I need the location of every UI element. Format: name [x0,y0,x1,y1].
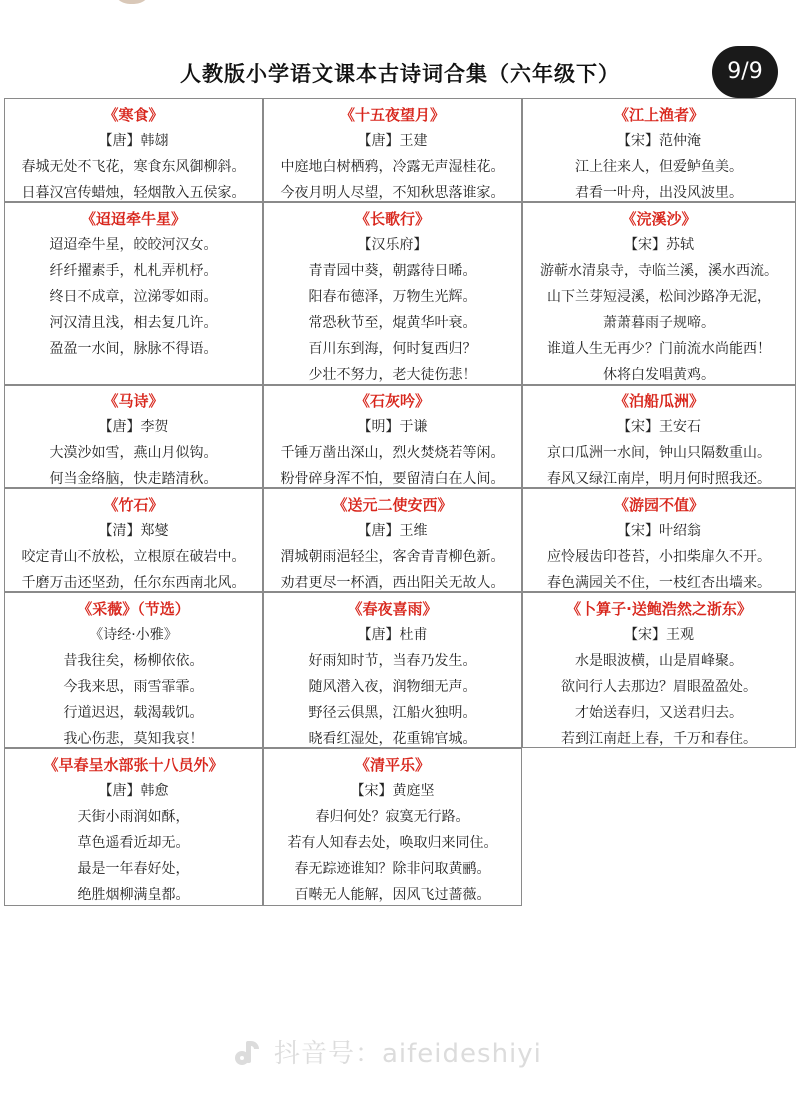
poem-author: 【唐】王维 [357,523,428,539]
douyin-logo-icon [232,1039,262,1069]
poem-title: 《采薇》（节选） [77,600,190,618]
poem-cell [4,202,263,386]
poem-author: 【唐】韩愈 [98,783,169,799]
poem-line: 行道迟迟，载渴载饥。 [63,705,204,721]
poem-author: 【宋】范仲淹 [617,133,701,149]
poem-title: 《送元二使安西》 [332,496,453,514]
poem-line: 昔我往矣，杨柳依依。 [63,653,204,669]
poem-author: 【明】于谦 [357,419,428,435]
poem-cell [522,592,796,748]
poem-cell [263,384,522,488]
poem-line: 游蕲水清泉寺，寺临兰溪，溪水西流。 [540,263,778,279]
poem-author: 【宋】王安石 [617,419,701,435]
poem-title: 《十五夜望月》 [339,106,445,124]
poem-line: 随风潜入夜，润物细无声。 [308,679,477,695]
poem-line: 春无踪迹谁知？除非问取黄鹂。 [294,861,491,877]
poem-line: 好雨知时节，当春乃发生。 [308,653,477,669]
poem-line: 渭城朝雨浥轻尘，客舍青青柳色新。 [280,549,505,565]
poem-title: 《江上渔者》 [613,106,704,124]
poem-line: 水是眼波横，山是眉峰聚。 [575,653,743,669]
poem-table [4,98,796,906]
poem-line: 今我来思，雨雪霏霏。 [63,679,204,695]
watermark-text: 抖音号：aifeideshiyi [274,1039,542,1069]
poem-line: 百川东到海，何时复西归？ [308,341,477,357]
poem-author: 【唐】杜甫 [357,627,428,643]
poem-title: 《马诗》 [103,392,164,410]
poem-line: 千锤万凿出深山，烈火焚烧若等闲。 [280,445,505,461]
avatar [112,0,152,4]
poem-author: 【唐】韩翃 [98,133,169,149]
poem-line: 春归何处？寂寞无行路。 [315,809,470,825]
page-number-badge: 9/9 [712,46,778,98]
poem-line: 春风又绿江南岸，明月何时照我还。 [547,471,771,487]
poem-line: 咬定青山不放松，立根原在破岩中。 [21,549,246,565]
poem-cell [263,202,522,386]
poem-line: 河汉清且浅，相去复几许。 [49,315,218,331]
poem-author: 《诗经·小雅》 [89,627,178,643]
poem-line: 百啭无人能解，因风飞过蔷薇。 [294,887,491,903]
poem-title: 《春夜喜雨》 [347,600,438,618]
poem-line: 迢迢牵牛星，皎皎河汉女。 [49,237,218,253]
poem-line: 君看一叶舟，出没风波里。 [575,185,743,201]
poem-line: 若到江南赶上春，千万和春住。 [561,731,757,747]
poem-author: 【宋】王观 [624,627,694,643]
poem-line: 何当金络脑，快走踏清秋。 [49,471,218,487]
poem-line: 最是一年春好处， [77,861,190,877]
poem-cell [522,98,796,202]
poem-line: 若有人知春去处，唤取归来同住。 [287,835,498,851]
poem-title: 《迢迢牵牛星》 [80,210,186,228]
poem-author: 【唐】王建 [357,133,428,149]
poem-author: 【清】郑燮 [98,523,169,539]
poem-cell [4,488,263,592]
poem-author: 【宋】叶绍翁 [617,523,701,539]
poem-line: 少壮不努力，老大徒伤悲！ [308,367,477,383]
poem-line: 千磨万击还坚劲，任尔东西南北风。 [21,575,246,591]
poem-line: 今夜月明人尽望，不知秋思落谁家。 [280,185,505,201]
poem-line: 常恐秋节至，焜黄华叶衰。 [308,315,477,331]
poem-cell [263,98,522,202]
poem-line: 春色满园关不住，一枝红杏出墙来。 [547,575,771,591]
poem-cell [263,748,522,906]
poem-title: 《卜算子·送鲍浩然之浙东》 [566,600,752,618]
poem-line: 山下兰芽短浸溪，松间沙路净无泥， [547,289,771,305]
poem-author: 【唐】李贺 [98,419,169,435]
poem-title: 《泊船瓜洲》 [613,392,704,410]
poem-cell [522,202,796,386]
poem-cell [522,384,796,488]
poem-line: 野径云俱黑，江船火独明。 [308,705,477,721]
poem-cell [4,98,263,202]
poem-title: 《清平乐》 [354,756,430,774]
poem-line: 日暮汉宫传蜡烛，轻烟散入五侯家。 [21,185,246,201]
poem-line: 江上往来人，但爱鲈鱼美。 [575,159,743,175]
poem-line: 欲问行人去那边？眉眼盈盈处。 [561,679,757,695]
poem-line: 春城无处不飞花，寒食东风御柳斜。 [21,159,246,175]
poem-line: 晓看红湿处，花重锦官城。 [308,731,477,747]
poem-line: 粉骨碎身浑不怕，要留清白在人间。 [280,471,505,487]
poem-line: 劝君更尽一杯酒，西出阳关无故人。 [280,575,505,591]
poem-line: 谁道人生无再少？门前流水尚能西！ [547,341,771,357]
poem-cell [4,592,263,748]
poem-line: 中庭地白树栖鸦，冷露无声湿桂花。 [280,159,505,175]
poem-title: 《早春呈水部张十八员外》 [43,756,224,774]
poem-title: 《长歌行》 [354,210,430,228]
poem-title: 《浣溪沙》 [621,210,697,228]
poem-line: 京口瓜洲一水间，钟山只隔数重山。 [547,445,771,461]
poem-cell [4,384,263,488]
poem-line: 休将白发唱黄鸡。 [603,367,715,383]
poem-title: 《竹石》 [103,496,164,514]
poem-line: 绝胜烟柳满皇都。 [77,887,190,903]
poem-title: 《寒食》 [103,106,164,124]
poem-line: 草色遥看近却无。 [77,835,190,851]
poem-title: 《石灰吟》 [354,392,430,410]
poem-line: 青青园中葵，朝露待日晞。 [308,263,477,279]
poem-line: 盈盈一水间，脉脉不得语。 [49,341,218,357]
poem-line: 大漠沙如雪，燕山月似钩。 [49,445,218,461]
poem-line: 萧萧暮雨子规啼。 [603,315,715,331]
poem-line: 天街小雨润如酥， [77,809,190,825]
poem-cell [263,488,522,592]
poem-author: 【汉乐府】 [357,237,428,253]
poem-line: 我心伤悲，莫知我哀！ [63,731,204,747]
poem-line: 应怜屐齿印苍苔，小扣柴扉久不开。 [547,549,771,565]
poem-cell [4,748,263,906]
poem-line: 终日不成章，泣涕零如雨。 [49,289,218,305]
poem-cell [263,592,522,748]
poem-line: 纤纤擢素手，札札弄机杼。 [49,263,218,279]
poem-title: 《游园不值》 [613,496,704,514]
poem-line: 才始送春归，又送君归去。 [575,705,743,721]
poem-author: 【宋】黄庭坚 [350,783,435,799]
poem-cell [522,488,796,592]
watermark [232,1034,572,1074]
poem-author: 【宋】苏轼 [624,237,694,253]
poem-line: 阳春布德泽，万物生光辉。 [308,289,477,305]
page-title: 人教版小学语文课本古诗词合集（六年级下） [180,62,620,86]
